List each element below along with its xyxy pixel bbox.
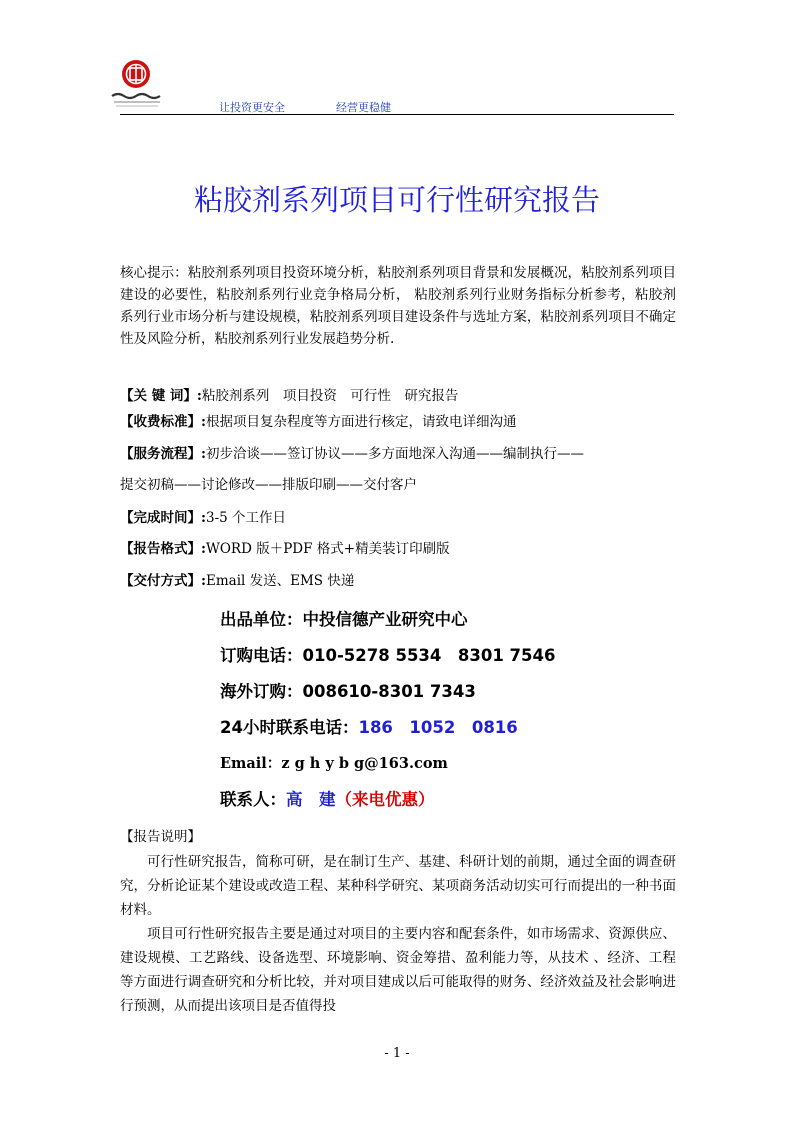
header-divider [120, 114, 674, 115]
core-summary: 核心提示：粘胶剂系列项目投资环境分析，粘胶剂系列项目背景和发展概况，粘胶剂系列项目建设的必要性，粘胶剂系列行业竞争格局分析， 粘胶剂系列行业财务指标分析参考，粘胶剂系列行业市场分析与建设规模，粘胶剂系列项目建设条件与选址方案，粘胶剂系列项目不确定性及风险分析，粘胶剂系列行业发展趋势分析. [120, 265, 676, 347]
meta-format-label: 【报告格式】: [120, 541, 206, 557]
contact-publisher-value: 中投信德产业研究中心 [302, 610, 468, 629]
meta-process-label: 【服务流程】: [120, 446, 206, 462]
page-number: - 1 - [384, 1046, 410, 1061]
contact-hotline-label: 24小时联系电话： [220, 718, 359, 737]
contact-order-phone [220, 638, 640, 674]
meta-time [120, 507, 286, 529]
contact-person-note: （来电优惠） [335, 790, 435, 809]
company-logo [108, 56, 168, 110]
meta-time-value: 3-5 个工作日 [205, 510, 287, 526]
contact-person [220, 782, 640, 818]
contact-email-value[interactable]: z g h y b g@163.com [281, 755, 448, 772]
contact-overseas [220, 674, 640, 710]
meta-delivery [120, 570, 354, 592]
meta-delivery-label: 【交付方式】: [120, 573, 206, 589]
contact-hotline [220, 710, 640, 746]
meta-fee-label: 【收费标准】: [120, 414, 206, 430]
contact-person-value: 高 建 [286, 790, 336, 809]
report-paragraph-2: 项目可行性研究报告主要是通过对项目的主要内容和配套条件，如市场需求、资源供应、建设规模、工艺路线、设备选型、环境影响、资金筹措、盈利能力等，从技术 、经济、工程等方面进行调查研究和分析比较，并对项目建成以后可能取得的财务、经济效益及社会影响进行预测，从而提出该项目是否值得投 [120, 926, 676, 1014]
contact-block [220, 602, 640, 818]
meta-format [120, 538, 450, 560]
document-title: 粘胶剂系列项目可行性研究报告 [193, 183, 600, 217]
contact-overseas-label: 海外订购： [220, 682, 303, 701]
contact-order-value: 010-5278 5534 8301 7546 [302, 646, 556, 665]
report-heading: 【报告说明】 [120, 829, 201, 845]
meta-time-label: 【完成时间】: [120, 510, 206, 526]
contact-person-label: 联系人： [220, 790, 286, 809]
meta-keywords [120, 385, 458, 407]
contact-publisher [220, 602, 640, 638]
contact-hotline-value: 186 1052 0816 [358, 718, 518, 737]
meta-process-continued: 提交初稿——讨论修改——排版印刷——交付客户 [120, 477, 417, 493]
meta-process [120, 443, 584, 465]
contact-email-label: Email： [220, 755, 282, 772]
logo-seal-icon [108, 56, 168, 110]
meta-keywords-label: 【关 键 词】: [120, 388, 202, 404]
meta-format-value: WORD 版＋PDF 格式+精美装订印刷版 [205, 541, 450, 557]
meta-fee [120, 411, 516, 433]
contact-publisher-label: 出品单位： [220, 610, 303, 629]
meta-keywords-value: 粘胶剂系列 项目投资 可行性 研究报告 [201, 388, 459, 404]
contact-order-label: 订购电话： [220, 646, 303, 665]
meta-process-value-1: 初步洽谈——签订协议——多方面地深入沟通——编制执行—— [205, 446, 584, 462]
meta-fee-value: 根据项目复杂程度等方面进行核定，请致电详细沟通 [205, 414, 517, 430]
contact-overseas-value: 008610-8301 7343 [302, 682, 476, 701]
meta-delivery-value: Email 发送、EMS 快递 [205, 573, 355, 589]
slogan-left: 让投资更安全 [219, 101, 285, 114]
report-paragraph-1: 可行性研究报告，简称可研，是在制订生产、基建、科研计划的前期，通过全面的调查研究，分析论证某个建设或改造工程、某种科学研究、某项商务活动切实可行而提出的一种书面材料。 [120, 854, 676, 918]
slogan-right: 经营更稳健 [336, 101, 391, 114]
contact-email [220, 746, 640, 782]
